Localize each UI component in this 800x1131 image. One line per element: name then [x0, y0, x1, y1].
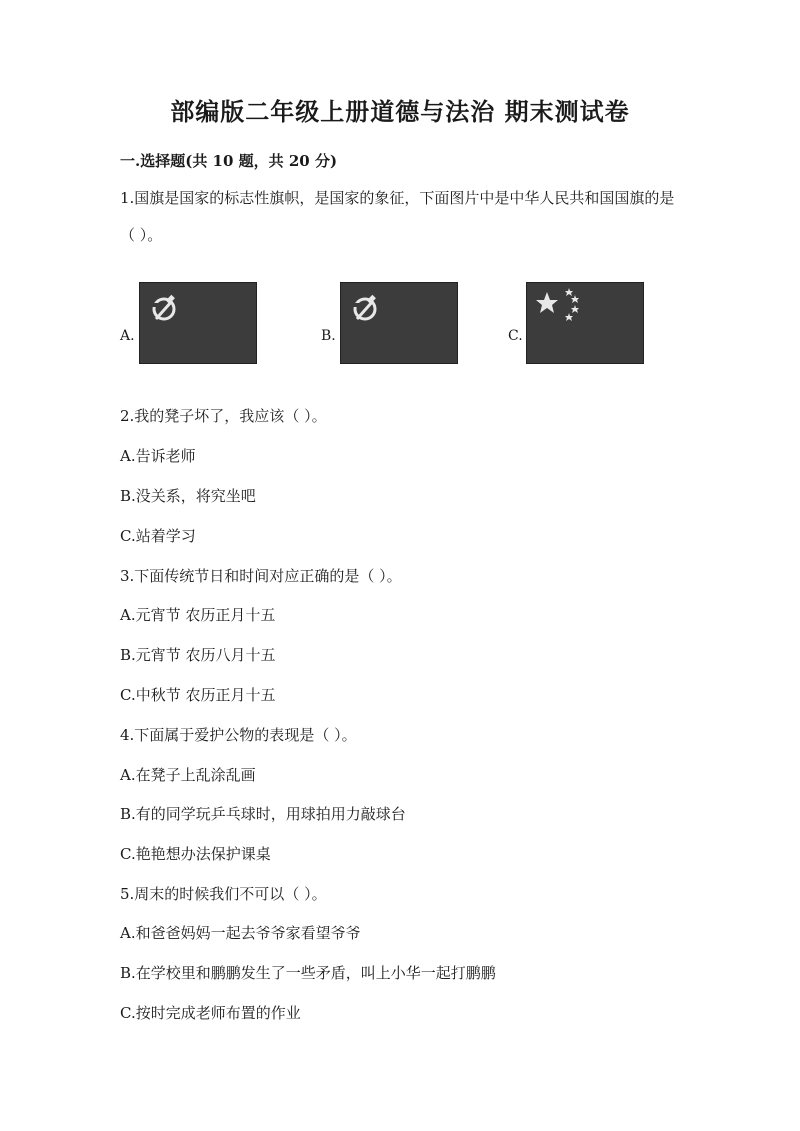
section-heading: 一.选择题(共 10 题，共 20 分) [120, 152, 338, 170]
question-3-option-a: A.元宵节 农历正月十五 [120, 606, 276, 624]
question-2-option-b: B.没关系，将究坐吧 [120, 487, 256, 505]
question-4-stem: 4.下面属于爱护公物的表现是（ ）。 [120, 726, 357, 744]
question-4-option-a: A.在凳子上乱涂乱画 [120, 766, 256, 784]
question-2-option-c: C.站着学习 [120, 527, 196, 545]
question-2-stem: 2.我的凳子坏了，我应该（ ）。 [120, 407, 327, 425]
question-5-option-c: C.按时完成老师布置的作业 [120, 1004, 301, 1022]
question-3-option-b: B.元宵节 农历八月十五 [120, 646, 276, 664]
question-4-option-b: B.有的同学玩乒乓球时，用球拍用力敲球台 [120, 805, 406, 823]
q1-option-b-label: B. [321, 328, 336, 344]
q1-option-a-label: A. [120, 328, 135, 344]
five-star-flag-icon [526, 282, 644, 364]
hammer-sickle-flag-icon [139, 282, 257, 364]
question-3-stem: 3.下面传统节日和时间对应正确的是（ ）。 [120, 567, 402, 585]
question-5-option-a: A.和爸爸妈妈一起去爷爷家看望爷爷 [120, 924, 361, 942]
hammer-sickle-flag-icon [340, 282, 458, 364]
page-title: 部编版二年级上册道德与法治 期末测试卷 [170, 97, 630, 126]
question-3-option-c: C.中秋节 农历正月十五 [120, 686, 276, 704]
q1-option-c-label: C. [508, 328, 523, 344]
question-5-option-b: B.在学校里和鹏鹏发生了一些矛盾，叫上小华一起打鹏鹏 [120, 964, 496, 982]
question-1-stem: 1.国旗是国家的标志性旗帜，是国家的象征，下面图片中是中华人民共和国国旗的是（ ）。 [120, 189, 675, 244]
question-4-option-c: C.艳艳想办法保护课桌 [120, 845, 271, 863]
question-5-stem: 5.周末的时候我们不可以（ ）。 [120, 885, 327, 903]
question-2-option-a: A.告诉老师 [120, 447, 196, 465]
